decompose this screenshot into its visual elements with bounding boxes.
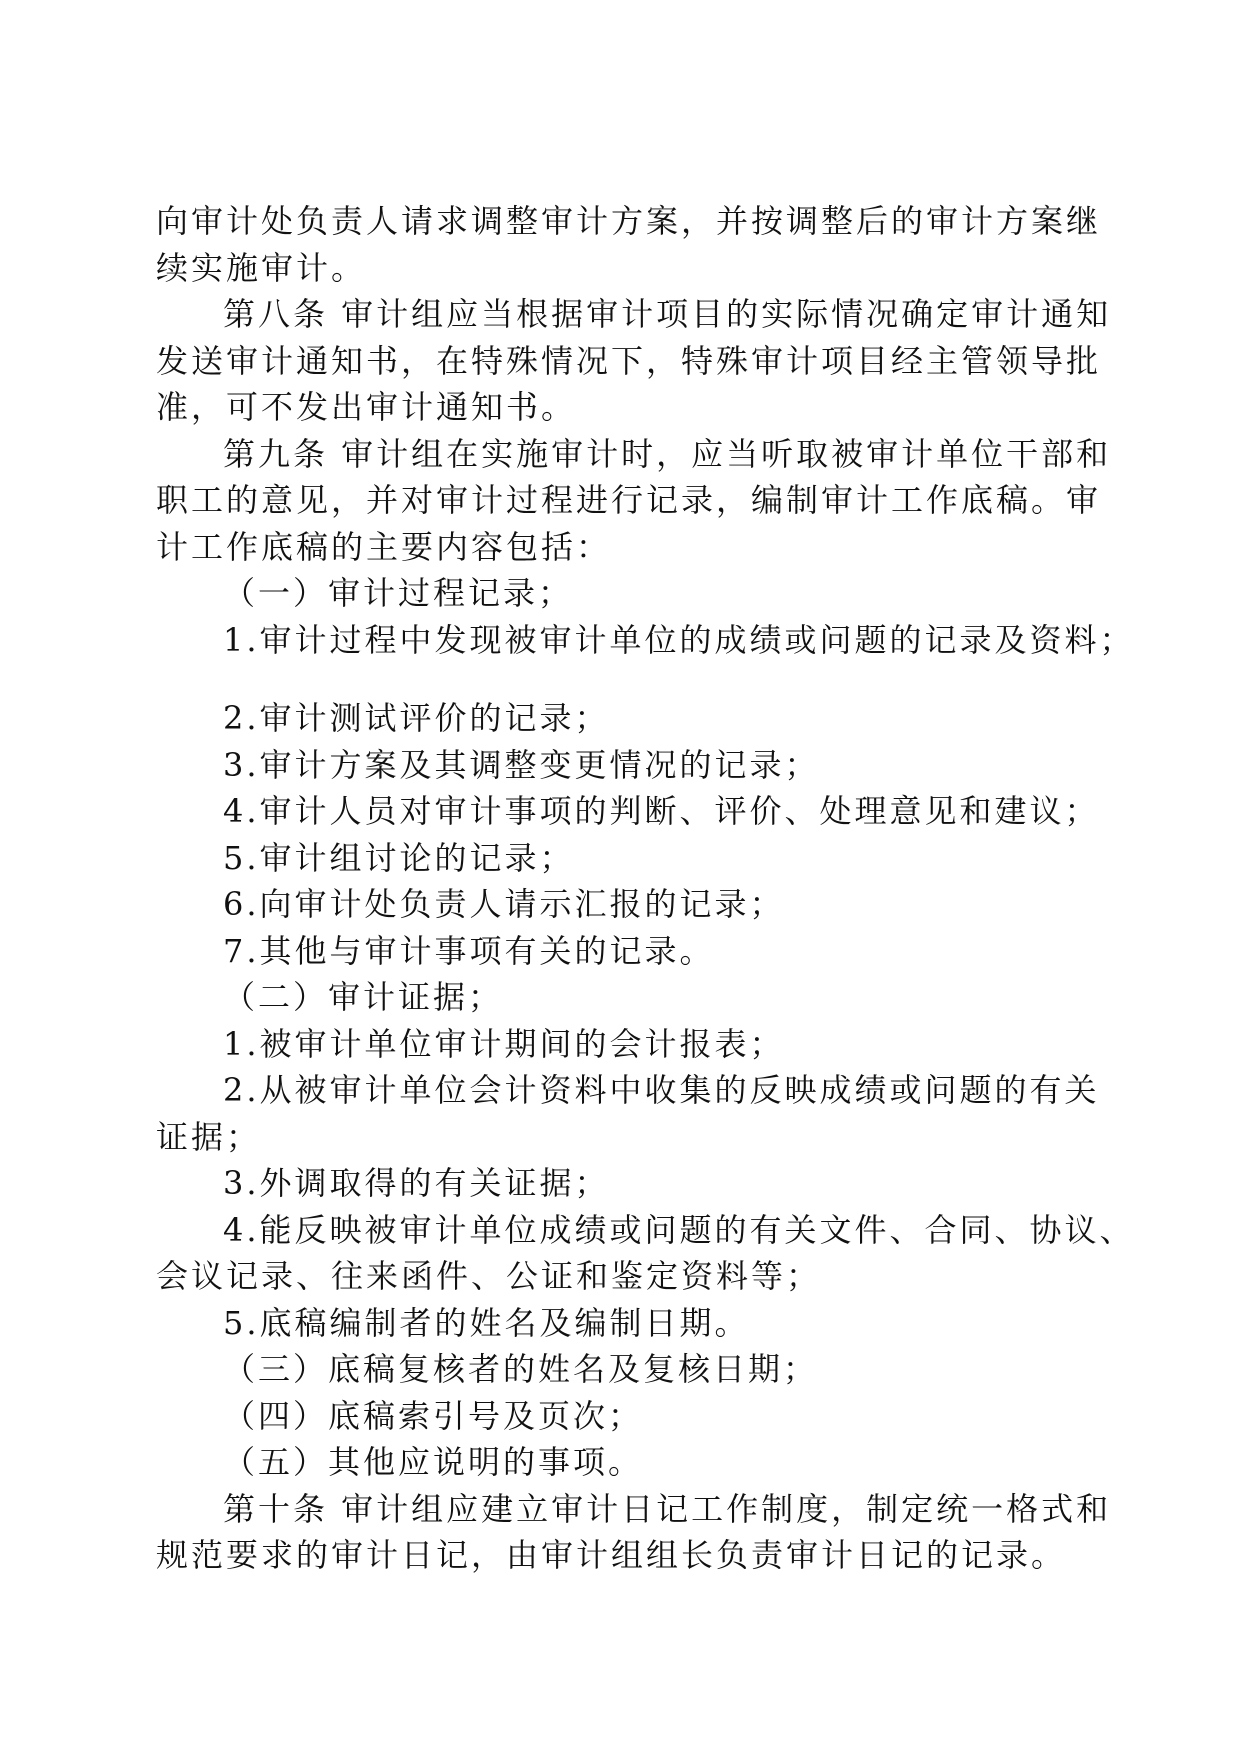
section-heading-4: （四）底稿索引号及页次； bbox=[223, 1397, 644, 1435]
section-heading-5: （五）其他应说明的事项。 bbox=[223, 1443, 644, 1481]
text-line: 向审计处负责人请求调整审计方案，并按调整后的审计方案继 bbox=[156, 202, 1102, 240]
list-item: 5.底稿编制者的姓名及编制日期。 bbox=[223, 1304, 750, 1342]
section-heading-3: （三）底稿复核者的姓名及复核日期； bbox=[223, 1350, 819, 1388]
section-heading-1: （一）审计过程记录； bbox=[223, 574, 574, 612]
text-line: 计工作底稿的主要内容包括： bbox=[156, 528, 612, 566]
list-item: 2.从被审计单位会计资料中收集的反映成绩或问题的有关 bbox=[223, 1071, 1100, 1109]
list-item: 2.审计测试评价的记录； bbox=[223, 699, 610, 737]
list-item: 5.审计组讨论的记录； bbox=[223, 839, 575, 877]
text-line: 发送审计通知书，在特殊情况下，特殊审计项目经主管领导批 bbox=[156, 342, 1102, 380]
list-item: 1.被审计单位审计期间的会计报表； bbox=[223, 1025, 785, 1063]
list-item: 7.其他与审计事项有关的记录。 bbox=[223, 932, 715, 970]
list-item: 6.向审计处负责人请示汇报的记录； bbox=[223, 885, 785, 923]
list-item: 1.审计过程中发现被审计单位的成绩或问题的记录及资料； bbox=[223, 621, 1135, 659]
list-item: 4.能反映被审计单位成绩或问题的有关文件、合同、协议、 bbox=[223, 1211, 1135, 1249]
text-line: 证据； bbox=[156, 1118, 262, 1156]
article-10-heading-line: 第十条 审计组应建立审计日记工作制度，制定统一格式和 bbox=[223, 1490, 1112, 1528]
text-line: 规范要求的审计日记，由审计组组长负责审计日记的记录。 bbox=[156, 1536, 1067, 1574]
list-item: 3.外调取得的有关证据； bbox=[223, 1164, 610, 1202]
list-item: 3.审计方案及其调整变更情况的记录； bbox=[223, 746, 820, 784]
text-line: 续实施审计。 bbox=[156, 249, 367, 287]
article-9-heading-line: 第九条 审计组在实施审计时，应当听取被审计单位干部和 bbox=[223, 435, 1112, 473]
section-heading-2: （二）审计证据； bbox=[223, 978, 504, 1016]
text-line: 准，可不发出审计通知书。 bbox=[156, 388, 577, 426]
list-item: 4.审计人员对审计事项的判断、评价、处理意见和建议； bbox=[223, 792, 1100, 830]
article-8-heading-line: 第八条 审计组应当根据审计项目的实际情况确定审计通知 bbox=[223, 295, 1112, 333]
text-line: 职工的意见，并对审计过程进行记录，编制审计工作底稿。审 bbox=[156, 481, 1102, 519]
text-line: 会议记录、往来函件、公证和鉴定资料等； bbox=[156, 1257, 822, 1295]
